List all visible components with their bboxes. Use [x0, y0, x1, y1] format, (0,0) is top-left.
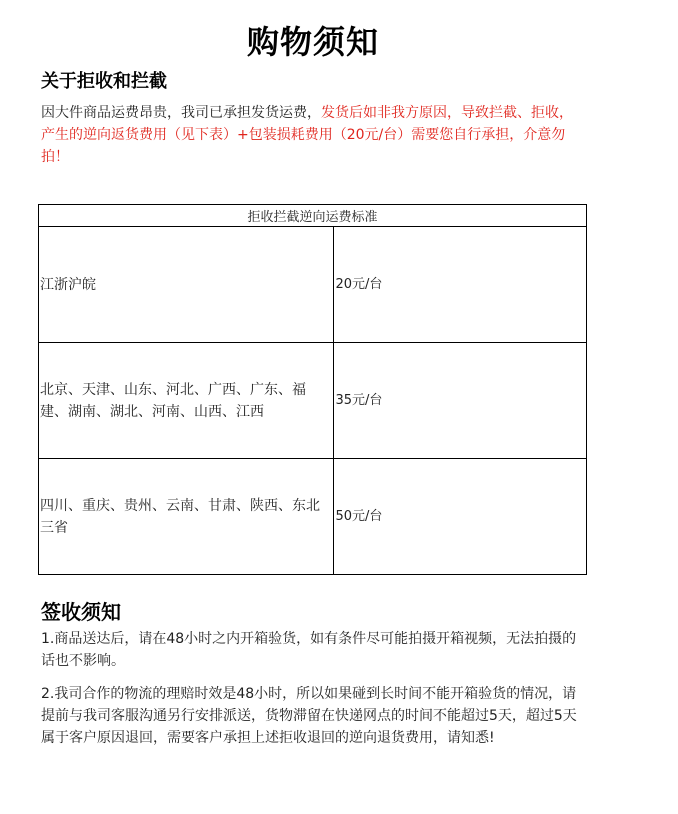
rejection-heading: 关于拒收和拦截 [41, 71, 167, 92]
table-row [39, 343, 587, 459]
fee-cell: 50元/台 [334, 459, 587, 575]
rejection-notice [41, 102, 581, 168]
page-title: 购物须知 [246, 23, 379, 61]
table-header-row [39, 205, 587, 227]
rejection-notice-text: 因大件商品运费昂贵，我司已承担发货运费， [41, 105, 321, 121]
signing-item-1: 1.商品送达后，请在48小时之内开箱验货，如有条件尽可能拍摄开箱视频，无法拍摄的话也不影响。 [41, 631, 577, 669]
return-fee-table [38, 204, 587, 575]
table-row [39, 227, 587, 343]
fee-cell: 20元/台 [334, 227, 587, 343]
region-cell: 四川、重庆、贵州、云南、甘肃、陕西、东北三省 [39, 459, 334, 575]
signing-heading: 签收须知 [41, 600, 121, 624]
signing-item-2: 2.我司合作的物流的理赔时效是48小时，所以如果碰到长时间不能开箱验货的情况，请提前与我司客服沟通另行安排派送，货物滞留在快递网点的时间不能超过5天，超过5天属于客户原因退回，需要客户承担上述拒收退回的逆向退货费用，请知悉! [41, 686, 577, 746]
fee-cell: 35元/台 [334, 343, 587, 459]
table-row [39, 459, 587, 575]
table-caption: 拒收拦截逆向运费标准 [39, 205, 587, 227]
region-cell: 北京、天津、山东、河北、广西、广东、福建、湖南、湖北、河南、山西、江西 [39, 343, 334, 459]
region-cell: 江浙沪皖 [39, 227, 334, 343]
rejection-warning-text: 发货后如非我方原因，导致拦截、拒收，产生的逆向返货费用（见下表）+包装损耗费用（20元/台）需要您自行承担，介意勿拍！ [41, 105, 573, 165]
